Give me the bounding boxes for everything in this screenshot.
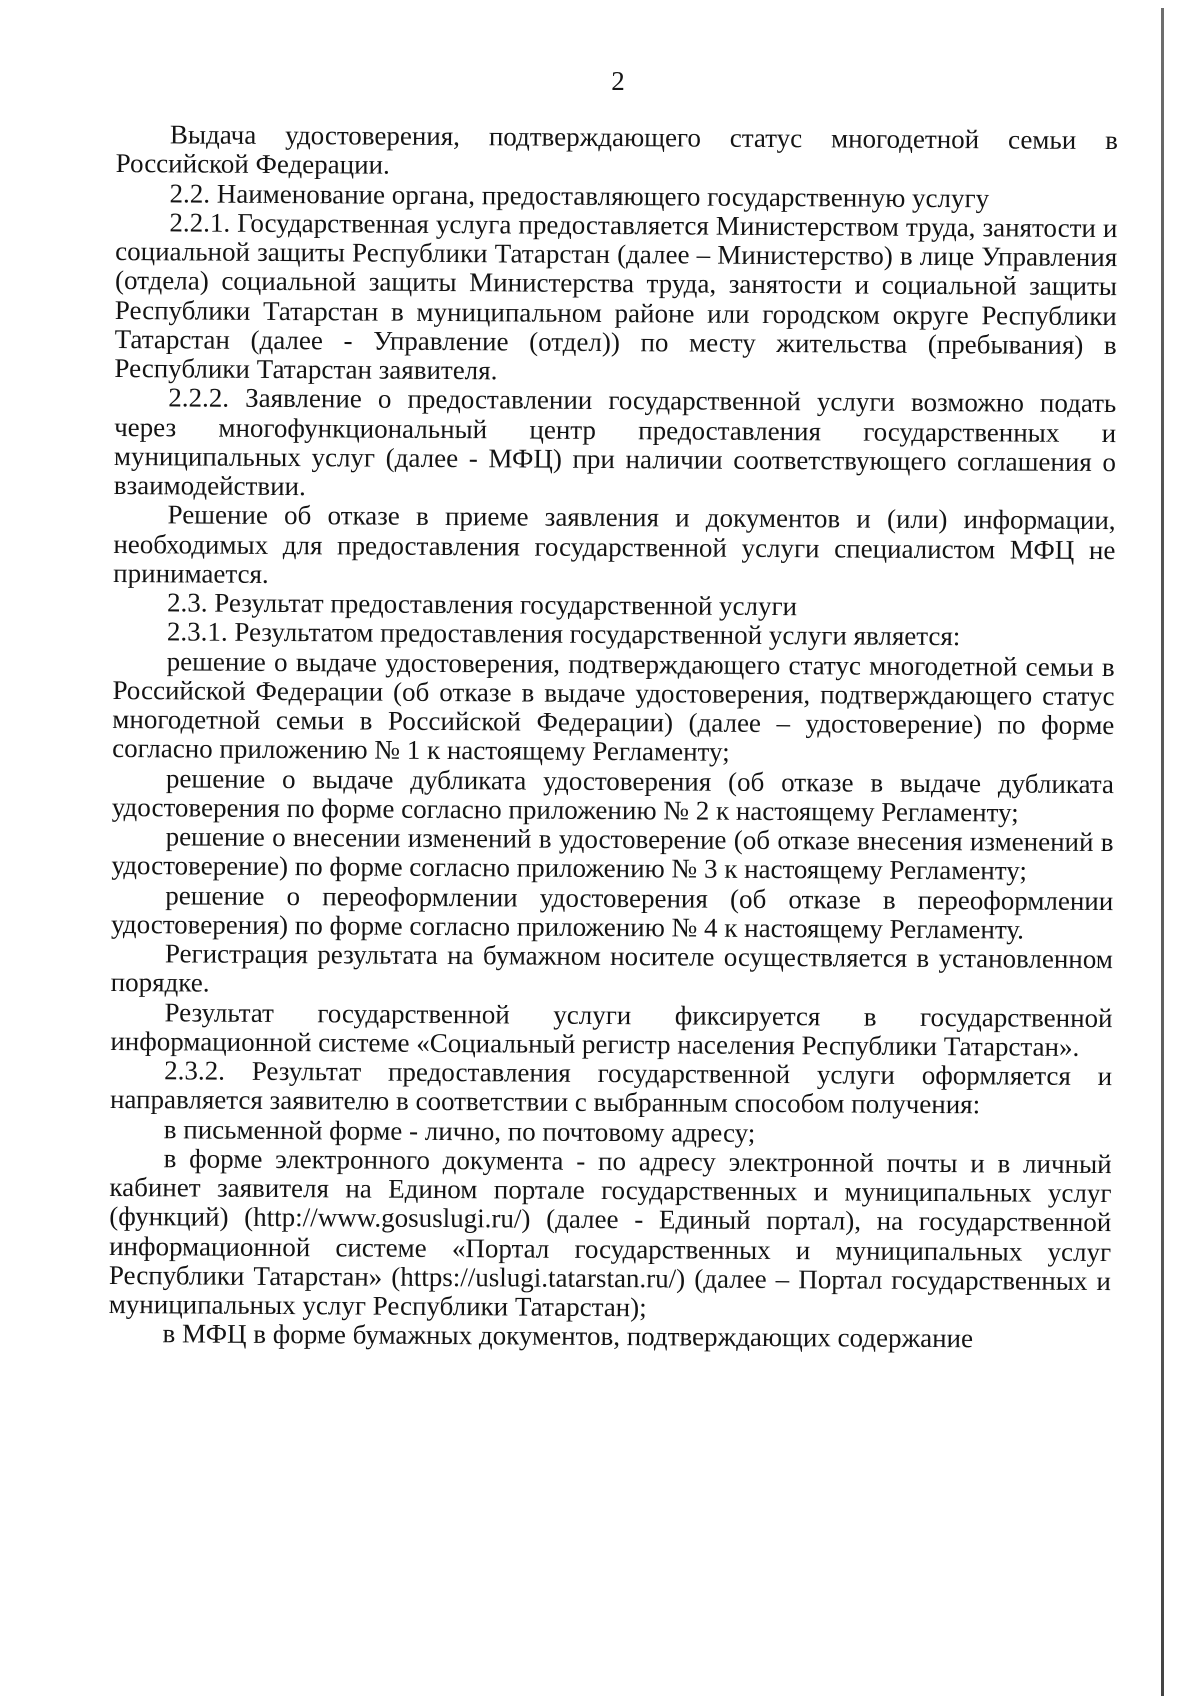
paragraph-heading-2-3: 2.3. Результат предоставления государственной услуги <box>166 587 798 622</box>
paragraph-result-item-3: решение о внесении изменений в удостоверение (об отказе внесения изменений в удостоверение) по форме согласно приложению № 3 к настоящему Регламенту; <box>111 821 1114 886</box>
page-number: 2 <box>611 66 625 96</box>
paragraph-result-item-4: решение о переоформлении удостоверения (об отказе в переоформлении удостоверения) по форме согласно приложению № 4 к настоящему Регламенту. <box>110 879 1114 945</box>
paragraph-certificate-title: Выдача удостоверения, подтверждающего статус многодетной семьи в Российской Федерации. <box>115 119 1118 180</box>
paragraph-2-3-1: 2.3.1. Результатом предоставления государственной услуги является: <box>166 616 961 652</box>
paragraph-2-2-1: 2.2.1. Государственная услуга предоставляется Министерством труда, занятости и социальной защиты Республики Татарстан (далее – Министерство) в лице Управления (отдела) социальной защиты Министерства труда, занятости и социальной защиты Республики Татарстан в муниципальном районе или городском округе Республики Татарстан (далее - Управление (отдел)) по месту жительства (пребывания) в Республики Татарстан заявителя. <box>114 207 1118 386</box>
paragraph-result-item-1: решение о выдаче удостоверения, подтверждающего статус многодетной семьи в Российской Федерации (об отказе в выдаче удостоверения, подтверждающего статус многодетной семьи в Российской Федерации) (далее – удостоверение) по форме согласно приложению № 1 к настоящему Регламенту; <box>112 645 1115 768</box>
paragraph-2-3-2: 2.3.2. Результат предоставления государственной услуги оформляется и направляется заявителю в соответствии с выбранным способом получения: <box>109 1055 1113 1120</box>
paragraph-result-item-2: решение о выдаче дубликата удостоверения (об отказе в выдаче дубликата удостоверения по форме согласно приложению № 2 к настоящему Регламенту; <box>111 762 1115 828</box>
scan-edge-line <box>1161 8 1164 1696</box>
paragraph-electronic-form: в форме электронного документа - по адресу электронной почты и в личный кабинет заявителя на Едином портале государственных и муниципальных услуг (функций) (http://www.gosuslugi.ru/) (далее - Единый портал), на государственной информационной системе «Портал государственных и муниципальных услуг Республики Татарстан» (https://uslugi.tatarstan.ru/) (далее – Портал государственных и муниципальных услуг Республики Татарстан); <box>108 1143 1112 1323</box>
paragraph-registry: Результат государственной услуги фиксируется в государственной информационной системе «Социальный регистр населения Республики Татарстан». <box>110 996 1113 1062</box>
paragraph-registration: Регистрация результата на бумажном носителе осуществляется в установленном порядке. <box>110 938 1113 998</box>
paragraph-heading-2-2: 2.2. Наименование органа, предоставляющего государственную услугу <box>169 177 990 213</box>
paragraph-2-2-2: 2.2.2. Заявление о предоставлении государственной услуги возможно подать через многофункциональный центр предоставления государственных и муниципальных услуг (далее - МФЦ) при наличии соответствующего соглашения о взаимодействии. <box>113 382 1117 502</box>
paragraph-mfc-paper: в МФЦ в форме бумажных документов, подтверждающих содержание <box>162 1318 974 1354</box>
paragraph-written-form: в письменной форме - лично, по почтовому адресу; <box>163 1113 756 1148</box>
paragraph-refusal-mfc: Решение об отказе в приеме заявления и документов и (или) информации, необходимых для предоставления государственной услуги специалистом МФЦ не принимается. <box>113 499 1116 589</box>
document-body <box>108 120 1117 1355</box>
